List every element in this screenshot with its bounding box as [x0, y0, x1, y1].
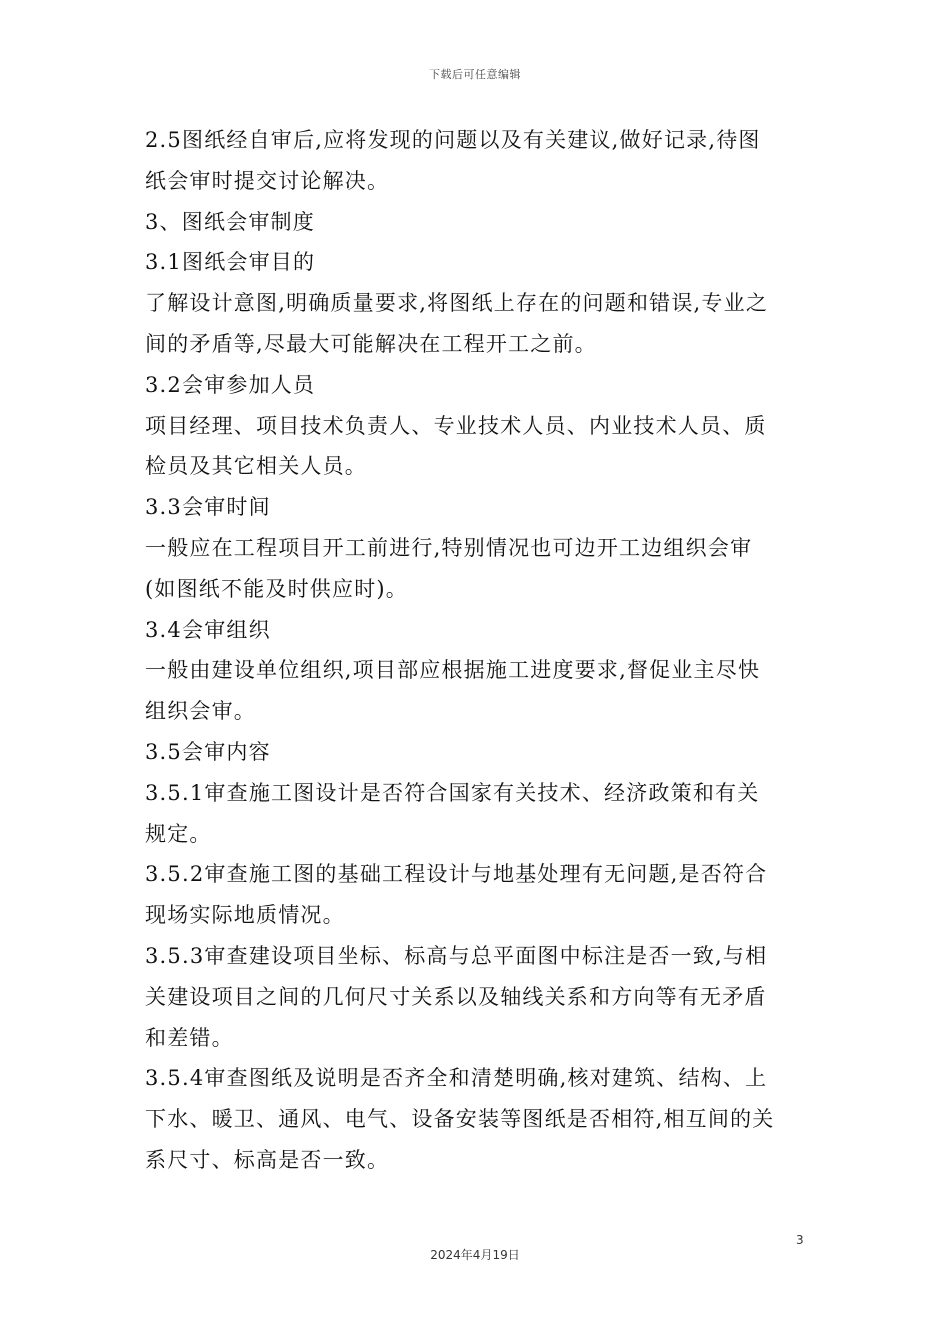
body-line: 间的矛盾等,尽最大可能解决在工程开工之前。	[145, 331, 597, 356]
page-footer-date: 2024年4月19日	[430, 1248, 520, 1262]
body-line: 2.5图纸经自审后,应将发现的问题以及有关建议,做好记录,待图	[145, 128, 761, 152]
body-line: 3.5.2审查施工图的基础工程设计与地基处理有无问题,是否符合	[145, 862, 768, 887]
subsection-heading: 3.2会审参加人员	[145, 372, 316, 397]
body-line: 了解设计意图,明确质量要求,将图纸上存在的问题和错误,专业之	[145, 291, 769, 316]
body-line: 检员及其它相关人员。	[145, 454, 367, 479]
body-line: 下水、暖卫、通风、电气、设备安装等图纸是否相符,相互间的关	[145, 1107, 775, 1132]
body-line: 3.5.4审查图纸及说明是否齐全和清楚明确,核对建筑、结构、上	[145, 1066, 768, 1091]
body-line: 规定。	[145, 821, 212, 846]
subsection-heading: 3.4会审组织	[145, 617, 271, 642]
document-body	[145, 120, 810, 1181]
body-line: 3.5.3审查建设项目坐标、标高与总平面图中标注是否一致,与相	[145, 943, 768, 968]
body-line: 3.5.1审查施工图设计是否符合国家有关技术、经济政策和有关	[145, 780, 760, 805]
body-line: (如图纸不能及时供应时)。	[145, 576, 408, 601]
body-line: 现场实际地质情况。	[145, 903, 345, 928]
subsection-heading: 3.5会审内容	[145, 739, 271, 764]
body-line: 组织会审。	[145, 699, 256, 724]
page-number: 3	[796, 1233, 804, 1247]
subsection-heading: 3.1图纸会审目的	[145, 250, 316, 275]
section-heading: 3、图纸会审制度	[145, 209, 315, 234]
body-line: 项目经理、项目技术负责人、专业技术人员、内业技术人员、质	[145, 413, 767, 438]
body-line: 纸会审时提交讨论解决。	[145, 168, 390, 193]
body-line: 一般由建设单位组织,项目部应根据施工进度要求,督促业主尽快	[145, 658, 761, 683]
body-line: 关建设项目之间的几何尺寸关系以及轴线关系和方向等有无矛盾	[145, 984, 767, 1009]
body-line: 和差错。	[145, 1025, 234, 1050]
subsection-heading: 3.3会审时间	[145, 495, 271, 520]
body-line: 一般应在工程项目开工前进行,特别情况也可边开工边组织会审	[145, 535, 753, 560]
body-line: 系尺寸、标高是否一致。	[145, 1147, 390, 1172]
page-header: 下载后可任意编辑	[429, 68, 521, 81]
